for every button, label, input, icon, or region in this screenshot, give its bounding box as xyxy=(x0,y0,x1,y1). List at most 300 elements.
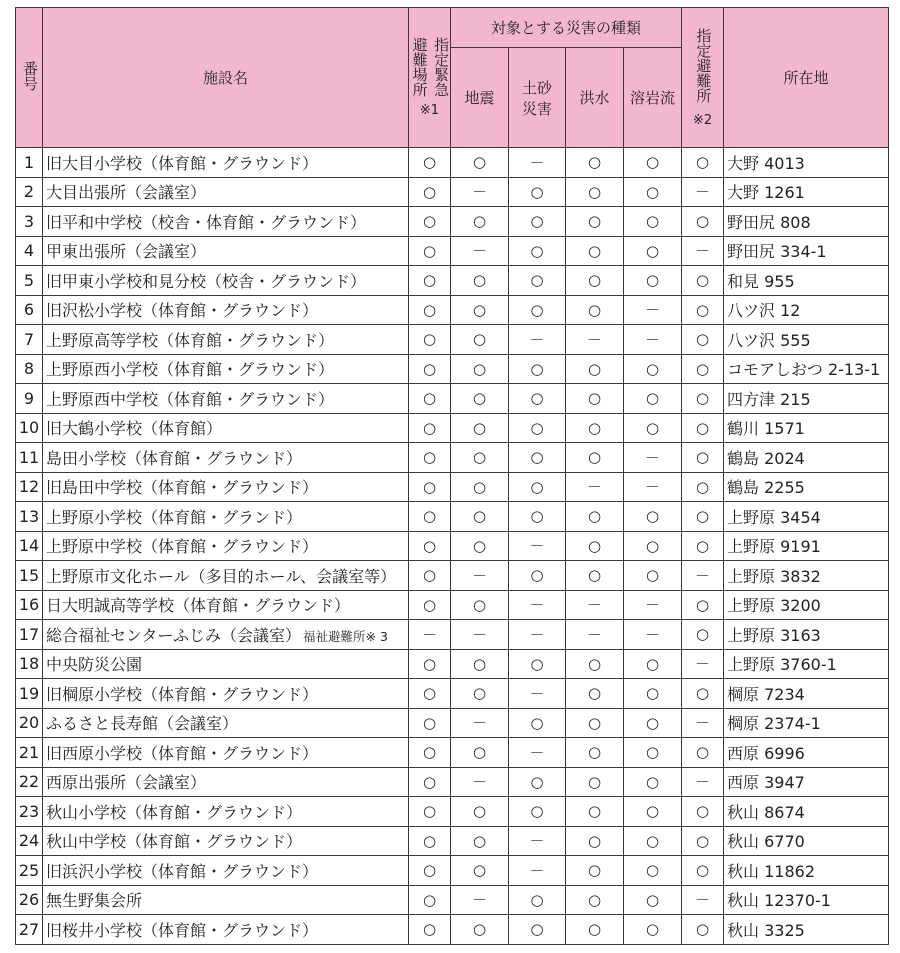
row-number: 12 xyxy=(16,472,43,502)
facility-name-cell xyxy=(43,738,409,768)
landslide-mark: － xyxy=(509,620,566,650)
header-type-flood: 洪水 xyxy=(566,48,624,148)
table-row xyxy=(16,856,889,886)
row-number: 8 xyxy=(16,354,43,384)
facility-name: 旧浜沢小学校（体育館・グラウンド） xyxy=(46,861,319,881)
address: 八ツ沢 555 xyxy=(724,325,889,355)
landslide-mark: － xyxy=(509,738,566,768)
flood-mark: ○ xyxy=(566,384,624,414)
address: 西原 3947 xyxy=(724,767,889,797)
table-row xyxy=(16,797,889,827)
facility-name-cell xyxy=(43,708,409,738)
landslide-mark: ○ xyxy=(509,885,566,915)
facility-name-cell xyxy=(43,590,409,620)
table-row xyxy=(16,915,889,945)
landslide-mark: ○ xyxy=(509,384,566,414)
earthquake-mark: ○ xyxy=(451,531,509,561)
emergency-site-mark: － xyxy=(409,620,451,650)
designated-shelter-mark: ○ xyxy=(682,531,724,561)
lava-mark: ○ xyxy=(624,679,682,709)
address: 上野原 3832 xyxy=(724,561,889,591)
facility-name-cell xyxy=(43,767,409,797)
facility-name-cell xyxy=(43,443,409,473)
row-number: 18 xyxy=(16,649,43,679)
lava-mark: ○ xyxy=(624,148,682,178)
facility-name-cell xyxy=(43,266,409,296)
designated-shelter-mark: － xyxy=(682,767,724,797)
table-row xyxy=(16,266,889,296)
shelter-table-container xyxy=(15,7,889,945)
table-row xyxy=(16,679,889,709)
emergency-site-mark: ○ xyxy=(409,531,451,561)
table-header xyxy=(16,8,889,148)
table-row xyxy=(16,826,889,856)
designated-shelter-mark: ○ xyxy=(682,826,724,856)
designated-shelter-mark: ○ xyxy=(682,590,724,620)
table-row xyxy=(16,443,889,473)
lava-mark: ○ xyxy=(624,561,682,591)
facility-name: 大目出張所（会議室） xyxy=(46,183,207,203)
address: 西原 6996 xyxy=(724,738,889,768)
emergency-site-mark: ○ xyxy=(409,590,451,620)
address: 棡原 7234 xyxy=(724,679,889,709)
flood-mark: ○ xyxy=(566,826,624,856)
header-emergency-evacuation-site xyxy=(409,8,451,148)
earthquake-mark: ○ xyxy=(451,649,509,679)
flood-mark: ○ xyxy=(566,767,624,797)
facility-name: 秋山小学校（体育館・グラウンド） xyxy=(46,802,303,822)
table-row xyxy=(16,325,889,355)
header-type-earthquake: 地震 xyxy=(451,48,509,148)
table-row xyxy=(16,738,889,768)
flood-mark: ○ xyxy=(566,354,624,384)
designated-shelter-mark: ○ xyxy=(682,354,724,384)
facility-name-cell xyxy=(43,856,409,886)
landslide-mark: － xyxy=(509,148,566,178)
landslide-mark: － xyxy=(509,826,566,856)
earthquake-mark: ○ xyxy=(451,679,509,709)
row-number: 23 xyxy=(16,797,43,827)
address: 鶴島 2255 xyxy=(724,472,889,502)
earthquake-mark: ○ xyxy=(451,354,509,384)
earthquake-mark: ○ xyxy=(451,797,509,827)
facility-name: 上野原西中学校（体育館・グラウンド） xyxy=(46,389,335,409)
flood-mark: － xyxy=(566,325,624,355)
table-row xyxy=(16,502,889,532)
address: 鶴島 2024 xyxy=(724,443,889,473)
row-number: 1 xyxy=(16,148,43,178)
facility-name-cell xyxy=(43,531,409,561)
address: 秋山 11862 xyxy=(724,856,889,886)
lava-mark: ○ xyxy=(624,384,682,414)
landslide-mark: ○ xyxy=(509,177,566,207)
emergency-site-mark: ○ xyxy=(409,413,451,443)
landslide-mark: － xyxy=(509,325,566,355)
lava-mark: ○ xyxy=(624,236,682,266)
landslide-mark: ○ xyxy=(509,472,566,502)
facility-name-cell xyxy=(43,295,409,325)
table-row xyxy=(16,177,889,207)
facility-name: 島田小学校（体育館・グラウンド） xyxy=(46,448,303,468)
flood-mark: ○ xyxy=(566,236,624,266)
row-number: 2 xyxy=(16,177,43,207)
emergency-site-mark: ○ xyxy=(409,502,451,532)
lava-mark: ○ xyxy=(624,502,682,532)
lava-mark: － xyxy=(624,443,682,473)
facility-name-cell xyxy=(43,502,409,532)
designated-shelter-mark: ○ xyxy=(682,620,724,650)
flood-mark: ○ xyxy=(566,207,624,237)
row-number: 11 xyxy=(16,443,43,473)
address: 八ツ沢 12 xyxy=(724,295,889,325)
designated-shelter-mark: ○ xyxy=(682,472,724,502)
facility-name: 旧大鶴小学校（体育館） xyxy=(46,419,223,439)
address: 上野原 3163 xyxy=(724,620,889,650)
designated-shelter-mark: － xyxy=(682,236,724,266)
facility-name: 旧棡原小学校（体育館・グラウンド） xyxy=(46,684,319,704)
address: 秋山 6770 xyxy=(724,826,889,856)
lava-mark: － xyxy=(624,620,682,650)
designated-shelter-mark: ○ xyxy=(682,207,724,237)
emergency-site-mark: ○ xyxy=(409,354,451,384)
facility-name: 日大明誠高等学校（体育館・グラウンド） xyxy=(46,596,351,616)
designated-shelter-mark: － xyxy=(682,649,724,679)
facility-name: 旧桜井小学校（体育館・グラウンド） xyxy=(46,920,319,940)
facility-name-cell xyxy=(43,679,409,709)
header-shelter-label: 指定避難所 xyxy=(694,27,713,103)
lava-mark: － xyxy=(624,472,682,502)
address: コモアしおつ 2-13-1 xyxy=(724,354,889,384)
earthquake-mark: ○ xyxy=(451,472,509,502)
landslide-mark: ○ xyxy=(509,915,566,945)
landslide-mark: ○ xyxy=(509,207,566,237)
header-address: 所在地 xyxy=(724,8,889,148)
table-row xyxy=(16,561,889,591)
address: 上野原 3200 xyxy=(724,590,889,620)
facility-name: 西原出張所（会議室） xyxy=(46,773,207,793)
table-row xyxy=(16,295,889,325)
designated-shelter-mark: － xyxy=(682,708,724,738)
table-row xyxy=(16,708,889,738)
landslide-mark: ○ xyxy=(509,502,566,532)
landslide-mark: ○ xyxy=(509,266,566,296)
emergency-site-mark: ○ xyxy=(409,915,451,945)
header-type-lava: 溶岩流 xyxy=(624,48,682,148)
earthquake-mark: ○ xyxy=(451,148,509,178)
facility-name-cell xyxy=(43,207,409,237)
row-number: 15 xyxy=(16,561,43,591)
landslide-mark: ○ xyxy=(509,561,566,591)
address: 上野原 3454 xyxy=(724,502,889,532)
facility-name: 旧平和中学校（校舎・体育館・グラウンド） xyxy=(46,212,367,232)
flood-mark: ○ xyxy=(566,413,624,443)
landslide-mark: ○ xyxy=(509,767,566,797)
header-disaster-types: 対象とする災害の種類 xyxy=(451,8,682,48)
row-number: 26 xyxy=(16,885,43,915)
row-number: 19 xyxy=(16,679,43,709)
emergency-site-mark: ○ xyxy=(409,177,451,207)
flood-mark: ○ xyxy=(566,797,624,827)
landslide-mark: － xyxy=(509,856,566,886)
earthquake-mark: ○ xyxy=(451,443,509,473)
lava-mark: ○ xyxy=(624,708,682,738)
earthquake-mark: ○ xyxy=(451,384,509,414)
facility-name: 旧大目小学校（体育館・グラウンド） xyxy=(46,153,319,173)
row-number: 4 xyxy=(16,236,43,266)
emergency-site-mark: ○ xyxy=(409,295,451,325)
landslide-mark: － xyxy=(509,679,566,709)
table-row xyxy=(16,620,889,650)
earthquake-mark: － xyxy=(451,620,509,650)
earthquake-mark: － xyxy=(451,561,509,591)
facility-name-cell xyxy=(43,826,409,856)
facility-name: 旧甲東小学校和見分校（校舎・グラウンド） xyxy=(46,271,367,291)
facility-name: 旧沢松小学校（体育館・グラウンド） xyxy=(46,301,319,321)
lava-mark: ○ xyxy=(624,413,682,443)
emergency-site-mark: ○ xyxy=(409,472,451,502)
earthquake-mark: ○ xyxy=(451,826,509,856)
lava-mark: ○ xyxy=(624,266,682,296)
facility-name: 上野原西小学校（体育館・グラウンド） xyxy=(46,360,335,380)
header-type-landslide-line1: 土砂 xyxy=(521,78,552,97)
table-row xyxy=(16,649,889,679)
flood-mark: ○ xyxy=(566,561,624,591)
emergency-site-mark: ○ xyxy=(409,826,451,856)
designated-shelter-mark: ○ xyxy=(682,413,724,443)
designated-shelter-mark: ○ xyxy=(682,797,724,827)
row-number: 5 xyxy=(16,266,43,296)
lava-mark: ○ xyxy=(624,354,682,384)
facility-name: 無生野集会所 xyxy=(46,891,143,911)
facility-name-cell xyxy=(43,236,409,266)
emergency-site-mark: ○ xyxy=(409,738,451,768)
flood-mark: － xyxy=(566,590,624,620)
designated-shelter-mark: ○ xyxy=(682,148,724,178)
designated-shelter-mark: ○ xyxy=(682,679,724,709)
designated-shelter-mark: ○ xyxy=(682,266,724,296)
address: 鶴川 1571 xyxy=(724,413,889,443)
lava-mark: ○ xyxy=(624,797,682,827)
earthquake-mark: ○ xyxy=(451,413,509,443)
flood-mark: ○ xyxy=(566,295,624,325)
shelter-table xyxy=(15,7,889,945)
table-row xyxy=(16,472,889,502)
earthquake-mark: ○ xyxy=(451,738,509,768)
designated-shelter-mark: ○ xyxy=(682,325,724,355)
header-emergency-note: ※1 xyxy=(419,103,440,118)
table-row xyxy=(16,590,889,620)
facility-name-cell xyxy=(43,384,409,414)
earthquake-mark: ○ xyxy=(451,856,509,886)
row-number: 16 xyxy=(16,590,43,620)
facility-name: 甲東出張所（会議室） xyxy=(46,242,207,262)
earthquake-mark: ○ xyxy=(451,590,509,620)
row-number: 27 xyxy=(16,915,43,945)
emergency-site-mark: ○ xyxy=(409,384,451,414)
facility-name-cell xyxy=(43,885,409,915)
address: 秋山 8674 xyxy=(724,797,889,827)
facility-note: 福祉避難所※ 3 xyxy=(303,628,388,644)
earthquake-mark: － xyxy=(451,885,509,915)
row-number: 21 xyxy=(16,738,43,768)
landslide-mark: ○ xyxy=(509,708,566,738)
header-emergency-label-line2: 避難場所 xyxy=(410,37,429,97)
table-row xyxy=(16,207,889,237)
facility-name-cell xyxy=(43,561,409,591)
earthquake-mark: － xyxy=(451,236,509,266)
flood-mark: ○ xyxy=(566,679,624,709)
earthquake-mark: － xyxy=(451,767,509,797)
flood-mark: － xyxy=(566,472,624,502)
landslide-mark: ○ xyxy=(509,797,566,827)
table-body xyxy=(16,148,889,945)
designated-shelter-mark: － xyxy=(682,177,724,207)
table-row xyxy=(16,384,889,414)
emergency-site-mark: ○ xyxy=(409,561,451,591)
row-number: 22 xyxy=(16,767,43,797)
table-row xyxy=(16,767,889,797)
facility-name: 秋山中学校（体育館・グラウンド） xyxy=(46,832,303,852)
flood-mark: ○ xyxy=(566,148,624,178)
emergency-site-mark: ○ xyxy=(409,679,451,709)
flood-mark: － xyxy=(566,620,624,650)
row-number: 9 xyxy=(16,384,43,414)
header-emergency-label-line1: 指定緊急 xyxy=(432,37,451,97)
address: 四方津 215 xyxy=(724,384,889,414)
lava-mark: ○ xyxy=(624,649,682,679)
flood-mark: ○ xyxy=(566,856,624,886)
flood-mark: ○ xyxy=(566,649,624,679)
lava-mark: － xyxy=(624,295,682,325)
lava-mark: ○ xyxy=(624,885,682,915)
designated-shelter-mark: ○ xyxy=(682,502,724,532)
row-number: 24 xyxy=(16,826,43,856)
facility-name: ふるさと長寿館（会議室） xyxy=(46,714,239,734)
table-row xyxy=(16,354,889,384)
earthquake-mark: ○ xyxy=(451,325,509,355)
flood-mark: ○ xyxy=(566,708,624,738)
facility-name-cell xyxy=(43,472,409,502)
earthquake-mark: － xyxy=(451,708,509,738)
address: 野田尻 334-1 xyxy=(724,236,889,266)
row-number: 17 xyxy=(16,620,43,650)
designated-shelter-mark: ○ xyxy=(682,915,724,945)
emergency-site-mark: ○ xyxy=(409,856,451,886)
header-number-label: 番号 xyxy=(20,60,39,91)
table-row xyxy=(16,413,889,443)
address: 秋山 12370-1 xyxy=(724,885,889,915)
emergency-site-mark: ○ xyxy=(409,885,451,915)
lava-mark: ○ xyxy=(624,207,682,237)
landslide-mark: － xyxy=(509,590,566,620)
row-number: 7 xyxy=(16,325,43,355)
header-number xyxy=(16,8,43,148)
header-facility: 施設名 xyxy=(43,8,409,148)
table-row xyxy=(16,885,889,915)
emergency-site-mark: ○ xyxy=(409,207,451,237)
address: 上野原 9191 xyxy=(724,531,889,561)
address: 和見 955 xyxy=(724,266,889,296)
address: 大野 4013 xyxy=(724,148,889,178)
address: 秋山 3325 xyxy=(724,915,889,945)
lava-mark: ○ xyxy=(624,826,682,856)
header-designated-shelter xyxy=(682,8,724,148)
earthquake-mark: ○ xyxy=(451,207,509,237)
header-shelter-note: ※2 xyxy=(692,112,713,128)
landslide-mark: － xyxy=(509,531,566,561)
designated-shelter-mark: ○ xyxy=(682,384,724,414)
emergency-site-mark: ○ xyxy=(409,708,451,738)
emergency-site-mark: ○ xyxy=(409,148,451,178)
facility-name-cell xyxy=(43,915,409,945)
designated-shelter-mark: ○ xyxy=(682,856,724,886)
flood-mark: ○ xyxy=(566,915,624,945)
landslide-mark: ○ xyxy=(509,443,566,473)
facility-name-cell xyxy=(43,620,409,650)
designated-shelter-mark: ○ xyxy=(682,443,724,473)
designated-shelter-mark: ○ xyxy=(682,738,724,768)
flood-mark: ○ xyxy=(566,177,624,207)
flood-mark: ○ xyxy=(566,738,624,768)
address: 野田尻 808 xyxy=(724,207,889,237)
earthquake-mark: ○ xyxy=(451,266,509,296)
emergency-site-mark: ○ xyxy=(409,325,451,355)
row-number: 3 xyxy=(16,207,43,237)
table-row xyxy=(16,148,889,178)
emergency-site-mark: ○ xyxy=(409,443,451,473)
row-number: 14 xyxy=(16,531,43,561)
facility-name-cell xyxy=(43,177,409,207)
lava-mark: － xyxy=(624,325,682,355)
facility-name-cell xyxy=(43,325,409,355)
lava-mark: ○ xyxy=(624,531,682,561)
table-row xyxy=(16,236,889,266)
flood-mark: ○ xyxy=(566,531,624,561)
row-number: 6 xyxy=(16,295,43,325)
facility-name: 上野原中学校（体育館・グラウンド） xyxy=(46,537,319,557)
address: 上野原 3760-1 xyxy=(724,649,889,679)
facility-name: 総合福祉センターふじみ（会議室） xyxy=(46,625,302,645)
facility-name: 旧西原小学校（体育館・グラウンド） xyxy=(46,743,319,763)
header-emergency-label-wrap xyxy=(409,37,450,97)
lava-mark: ○ xyxy=(624,177,682,207)
facility-name-cell xyxy=(43,649,409,679)
emergency-site-mark: ○ xyxy=(409,767,451,797)
designated-shelter-mark: ○ xyxy=(682,295,724,325)
address: 棡原 2374-1 xyxy=(724,708,889,738)
landslide-mark: ○ xyxy=(509,295,566,325)
facility-name-cell xyxy=(43,148,409,178)
facility-name-cell xyxy=(43,797,409,827)
emergency-site-mark: ○ xyxy=(409,797,451,827)
designated-shelter-mark: － xyxy=(682,561,724,591)
emergency-site-mark: ○ xyxy=(409,266,451,296)
lava-mark: － xyxy=(624,590,682,620)
flood-mark: ○ xyxy=(566,502,624,532)
facility-name: 上野原高等学校（体育館・グラウンド） xyxy=(46,330,335,350)
landslide-mark: ○ xyxy=(509,354,566,384)
emergency-site-mark: ○ xyxy=(409,649,451,679)
landslide-mark: ○ xyxy=(509,236,566,266)
facility-name-cell xyxy=(43,354,409,384)
earthquake-mark: ○ xyxy=(451,295,509,325)
facility-name: 旧島田中学校（体育館・グラウンド） xyxy=(46,478,319,498)
header-type-landslide-line2: 災害 xyxy=(521,99,552,118)
row-number: 10 xyxy=(16,413,43,443)
flood-mark: ○ xyxy=(566,885,624,915)
row-number: 20 xyxy=(16,708,43,738)
designated-shelter-mark: － xyxy=(682,885,724,915)
